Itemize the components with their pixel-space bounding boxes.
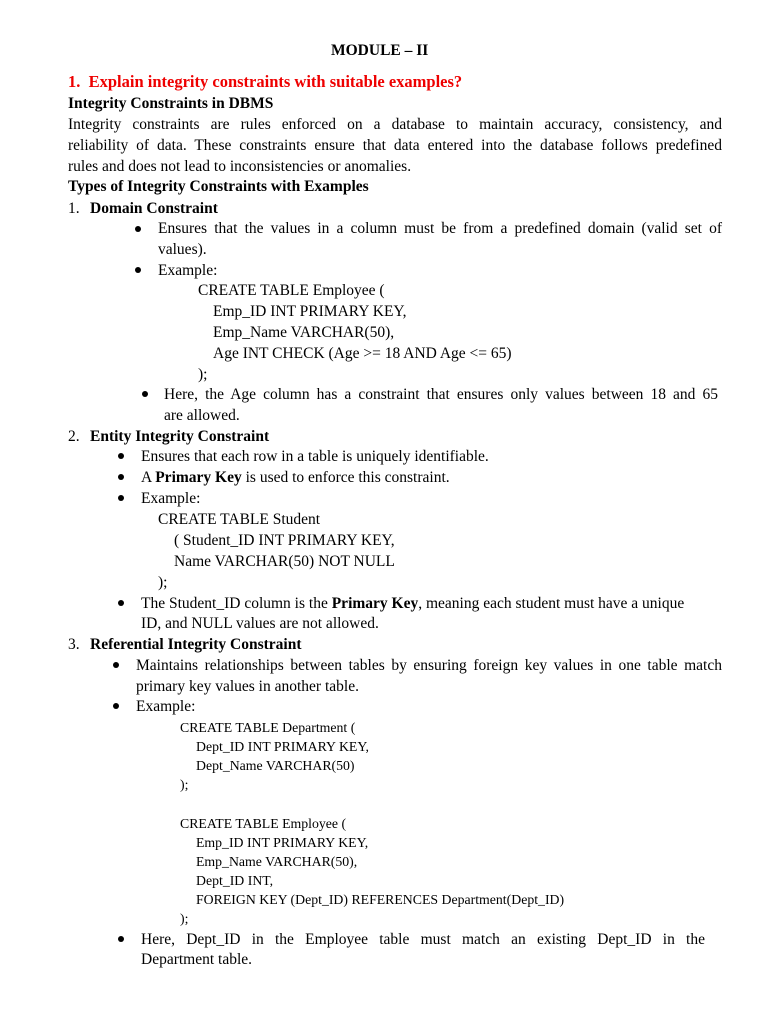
code-line: CREATE TABLE Department ( xyxy=(180,720,356,735)
text-run: The Student_ID column is the xyxy=(141,595,332,612)
code-line: CREATE TABLE Employee ( xyxy=(198,282,385,299)
intro-line: rules and does not lead to inconsistencies or anomalies. xyxy=(68,158,412,175)
bullet-text: Ensures that each row in a table is uniquely identifiable. xyxy=(141,448,489,465)
bullet-icon xyxy=(135,226,141,232)
example-label: Example: xyxy=(158,262,218,279)
code-line: ); xyxy=(198,366,208,383)
code-line: FOREIGN KEY (Dept_ID) REFERENCES Department(Dept_ID) xyxy=(196,892,565,907)
bullet-text: Maintains relationships between tables by ensuring foreign key values in one table match xyxy=(136,657,722,674)
text-run: is used to enforce this constraint. xyxy=(241,469,450,486)
bullet-icon xyxy=(118,453,124,459)
bullet-text: Department table. xyxy=(141,951,253,968)
bullet-icon xyxy=(118,474,124,480)
code-line: Dept_Name VARCHAR(50) xyxy=(196,758,355,773)
entity-constraint-title: Entity Integrity Constraint xyxy=(90,428,270,445)
code-line: Emp_ID INT PRIMARY KEY, xyxy=(196,835,369,850)
intro-line: Integrity constraints are rules enforced on a database to maintain accuracy, consistency, and xyxy=(68,116,722,133)
text-run: A xyxy=(141,469,156,486)
bullet-icon xyxy=(118,600,124,606)
list-number: 2. xyxy=(68,428,80,445)
bullet-icon xyxy=(118,936,124,942)
section-heading: Integrity Constraints in DBMS xyxy=(68,95,274,112)
code-line: ); xyxy=(180,777,189,792)
example-label: Example: xyxy=(141,490,201,507)
bullet-text: Here, Dept_ID in the Employee table must match an existing Dept_ID in the xyxy=(141,931,705,948)
code-line: ( Student_ID INT PRIMARY KEY, xyxy=(174,532,395,549)
bullet-text xyxy=(141,594,684,614)
code-line: Dept_ID INT, xyxy=(196,873,274,888)
referential-constraint-title: Referential Integrity Constraint xyxy=(90,636,302,653)
question-heading: 1. Explain integrity constraints with suitable examples? xyxy=(68,72,463,91)
code-line: Emp_Name VARCHAR(50), xyxy=(213,324,395,341)
text-run-bold: Primary Key xyxy=(331,595,419,612)
bullet-icon xyxy=(113,703,119,709)
bullet-text: are allowed. xyxy=(164,407,240,424)
example-label: Example: xyxy=(136,698,196,715)
module-title: MODULE – II xyxy=(331,42,429,59)
bullet-text: values). xyxy=(158,241,207,258)
bullet-text: Here, the Age column has a constraint that ensures only values between 18 and 65 xyxy=(164,386,718,403)
bullet-icon xyxy=(135,267,141,273)
text-run: , meaning each student must have a unique xyxy=(418,595,685,612)
bullet-text: primary key values in another table. xyxy=(136,678,359,695)
list-number: 3. xyxy=(68,636,80,653)
bullet-icon xyxy=(113,662,119,668)
list-number: 1. xyxy=(68,200,80,217)
code-line: CREATE TABLE Employee ( xyxy=(180,816,347,831)
types-heading: Types of Integrity Constraints with Examples xyxy=(68,178,369,195)
code-line: ); xyxy=(180,911,189,926)
code-line: Emp_Name VARCHAR(50), xyxy=(196,854,358,869)
code-line: Name VARCHAR(50) NOT NULL xyxy=(174,553,395,570)
code-line: ); xyxy=(158,574,168,591)
bullet-icon xyxy=(118,495,124,501)
text-run-bold: Primary Key xyxy=(155,469,242,486)
bullet-text: ID, and NULL values are not allowed. xyxy=(141,615,379,632)
code-line: Emp_ID INT PRIMARY KEY, xyxy=(213,303,407,320)
domain-constraint-title: Domain Constraint xyxy=(90,200,218,217)
code-line: Age INT CHECK (Age >= 18 AND Age <= 65) xyxy=(213,345,512,362)
bullet-icon xyxy=(142,391,148,397)
intro-line: reliability of data. These constraints ensure that data entered into the database follows predefined xyxy=(68,137,722,154)
bullet-text: Ensures that the values in a column must be from a predefined domain (valid set of xyxy=(158,220,722,237)
code-line: Dept_ID INT PRIMARY KEY, xyxy=(196,739,369,754)
code-line: CREATE TABLE Student xyxy=(158,511,321,528)
bullet-text xyxy=(141,468,450,488)
